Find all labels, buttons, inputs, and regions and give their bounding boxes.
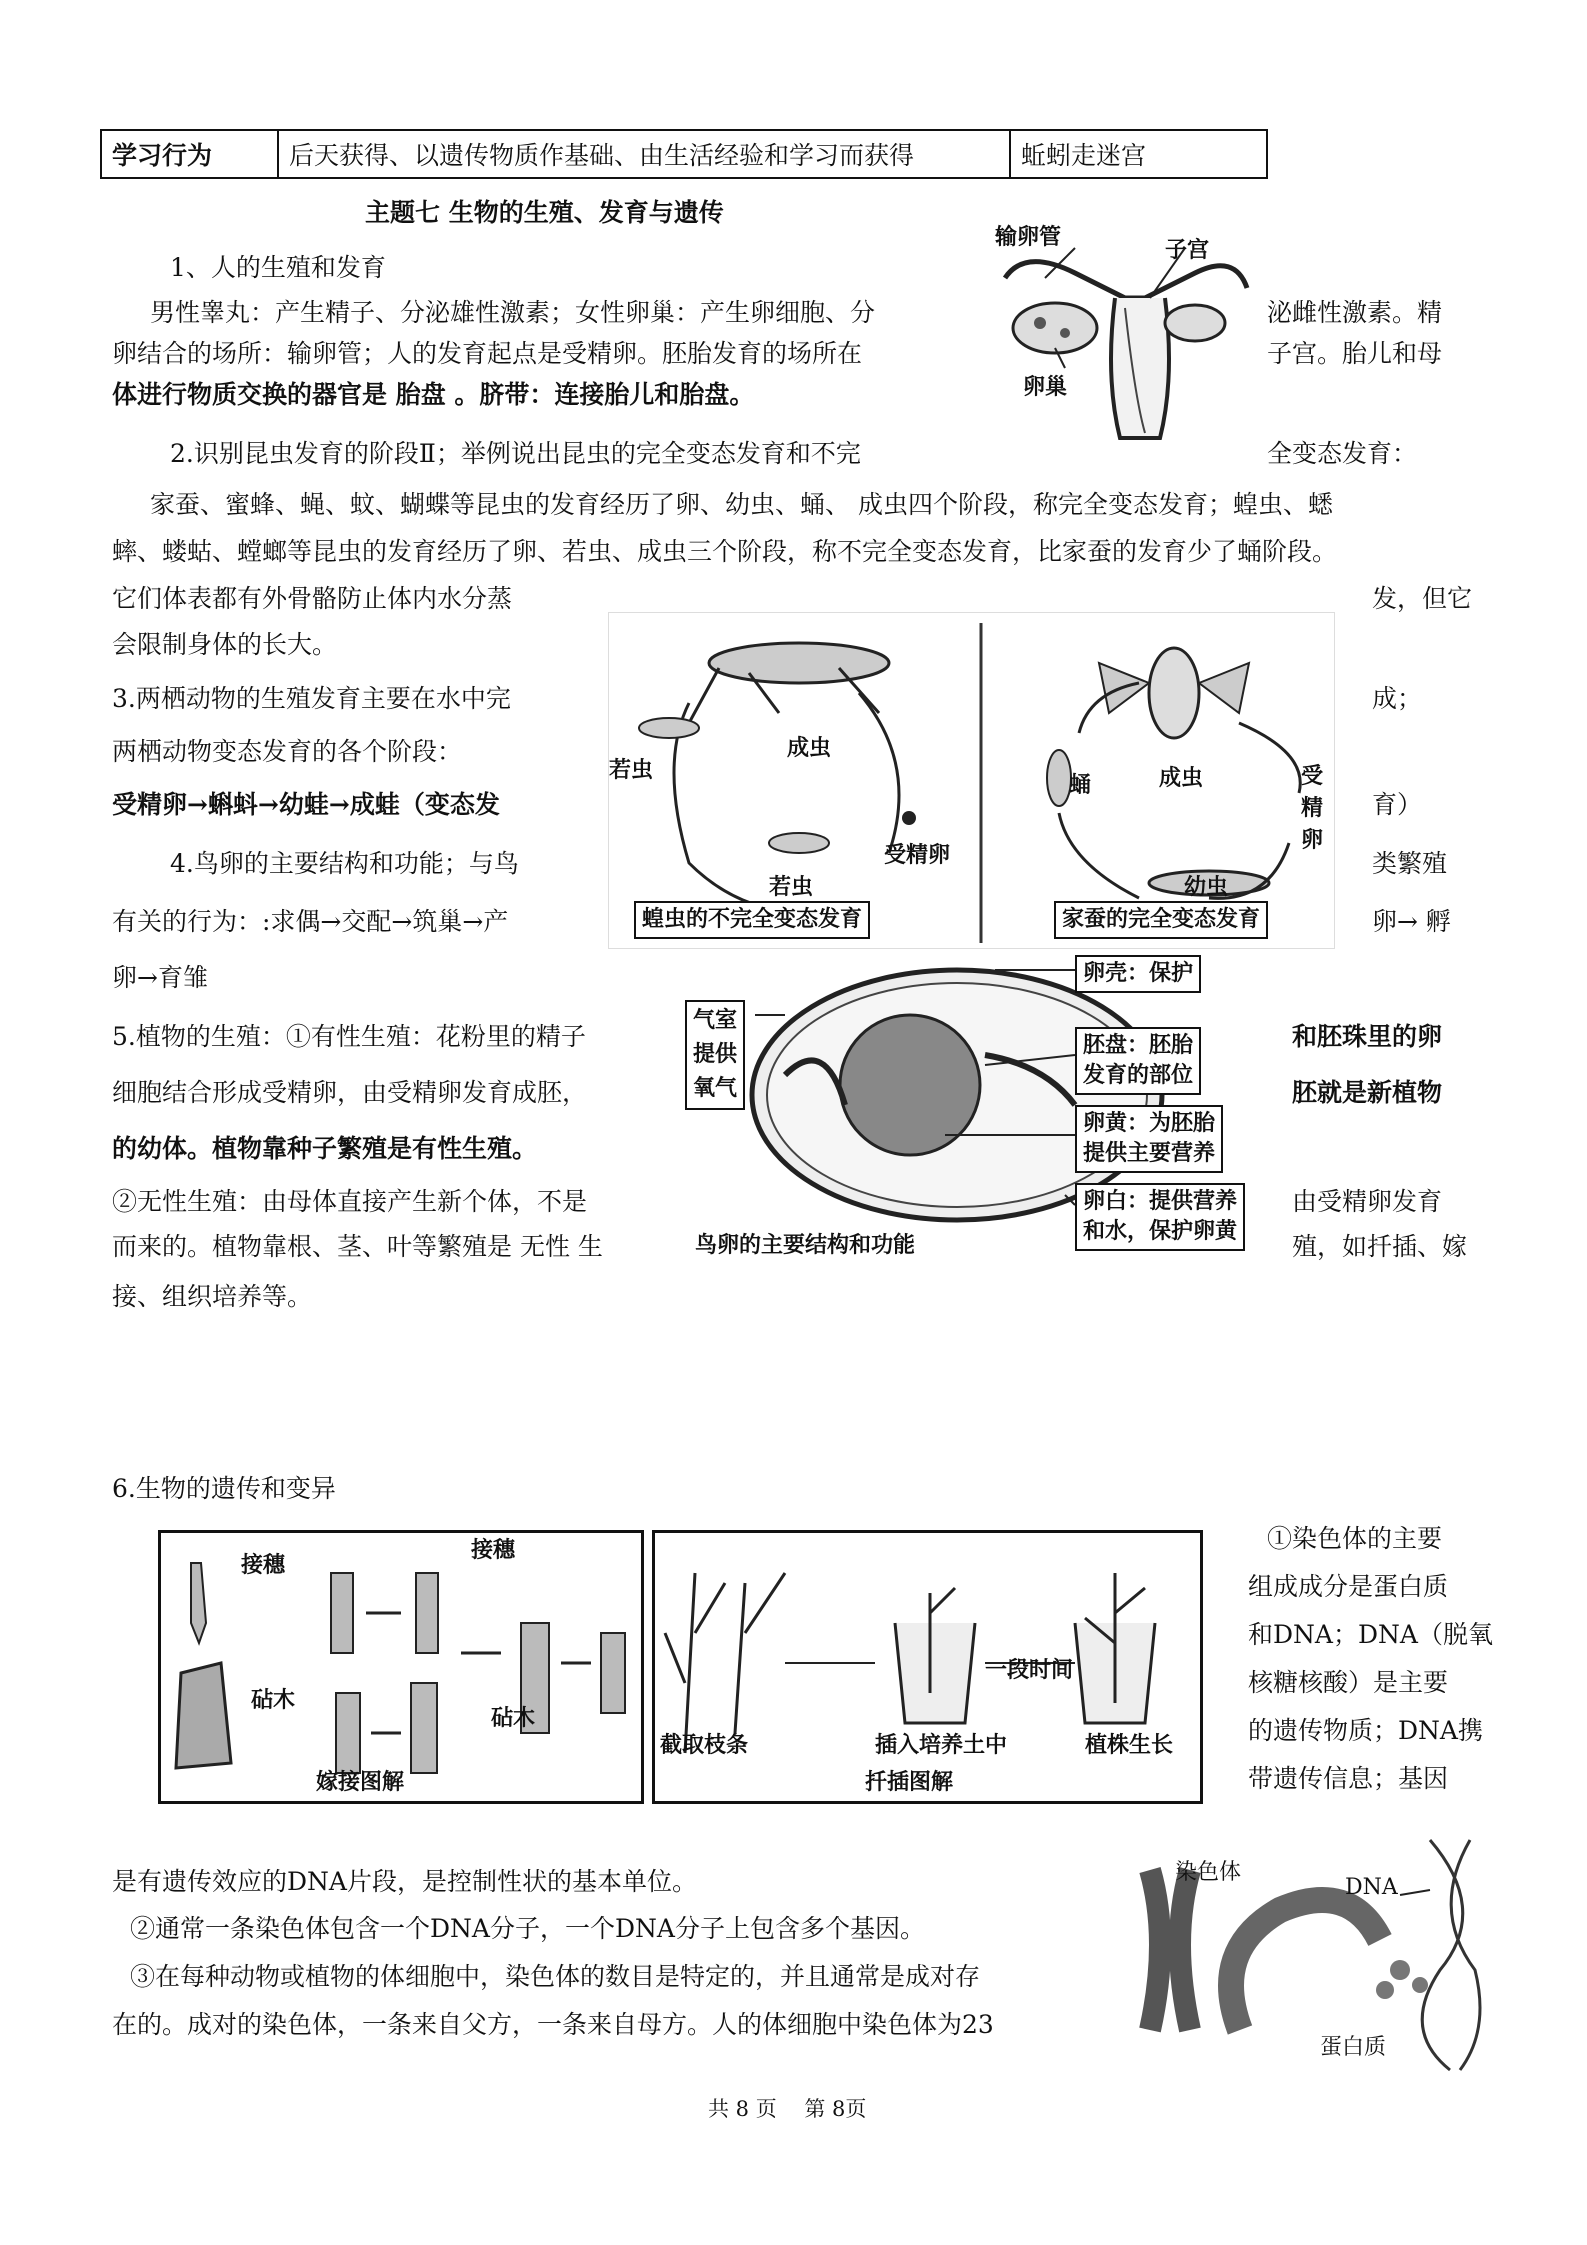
- s5-line1a: 5.植物的生殖：①有性生殖：花粉里的精子: [112, 1022, 586, 1051]
- s4-line2a: 有关的行为：:求偶→交配→筑巢→产: [112, 907, 509, 936]
- s1-line2b: 子宫。胎儿和母: [1267, 339, 1443, 368]
- s3-line1a: 3.两栖动物的生殖发育主要在水中完: [112, 684, 511, 713]
- caption-cutting: 扦插图解: [865, 1770, 954, 1795]
- label-stock-2: 砧木: [491, 1706, 536, 1731]
- s1-line1a: 男性睾丸：产生精子、分泌雄性激素；女性卵巢：产生卵细胞、分: [150, 298, 876, 327]
- s4-line3: 卵→育雏: [112, 963, 208, 992]
- s5-line6: 接、组织培养等。: [112, 1282, 313, 1311]
- s5-line4a: ②无性生殖：由母体直接产生新个体，不是: [112, 1187, 588, 1216]
- s1-line3: 体进行物质交换的器官是 胎盘 。脐带：连接胎儿和胎盘。: [112, 380, 755, 409]
- s1-line2a: 卵结合的场所：输卵管；人的发育起点是受精卵。胚胎发育的场所在: [112, 339, 863, 368]
- label-cut-branch: 截取枝条: [660, 1733, 749, 1758]
- table-cell-example: 蚯蚓走迷宫: [1010, 130, 1267, 178]
- s5-line2a: 细胞结合形成受精卵，由受精卵发育成胚，: [112, 1078, 588, 1107]
- label-scion-2: 接穗: [471, 1538, 516, 1563]
- behavior-table: [100, 129, 1268, 179]
- s3-line1b: 成；: [1372, 684, 1423, 713]
- section-heading: 主题七 生物的生殖、发育与遗传: [365, 198, 724, 227]
- s5-line3: 的幼体。植物靠种子繁殖是有性生殖。: [112, 1134, 538, 1163]
- s2-line2: 蟀、蝼蛄、螳螂等昆虫的发育经历了卵、若虫、成虫三个阶段，称不完全变态发育，比家蚕的发育少了蛹阶段。: [112, 537, 1338, 566]
- page-footer: 共 8 页 第 8页: [708, 2097, 867, 2121]
- s5-line5a: 而来的。植物靠根、茎、叶等繁殖是 无性 生: [112, 1232, 603, 1261]
- table-cell-type: 学习行为: [101, 130, 278, 178]
- label-insert-soil: 插入培养土中: [875, 1733, 1008, 1758]
- label-adult-moth: 成虫: [1159, 766, 1204, 791]
- caption-graft: 嫁接图解: [316, 1770, 405, 1795]
- table-cell-desc: 后天获得、以遗传物质作基础、由生活经验和学习而获得: [278, 130, 1010, 178]
- label-protein: 蛋白质: [1320, 2035, 1387, 2060]
- label-uterus: 子宫: [1165, 238, 1210, 263]
- s2-line4: 会限制身体的长大。: [112, 630, 338, 659]
- s6-right-6: 带遗传信息；基因: [1248, 1764, 1449, 1793]
- label-oviduct: 输卵管: [995, 225, 1062, 250]
- s6-right-2: 组成成分是蛋白质: [1248, 1572, 1449, 1601]
- egg-figure: [685, 955, 1265, 1275]
- s5-line5b: 殖，如扦插、嫁: [1292, 1232, 1468, 1261]
- s2-title-a: 2.识别昆虫发育的阶段Ⅱ；举例说出昆虫的完全变态发育和不完: [170, 439, 861, 468]
- uterus-drawing: [985, 218, 1255, 463]
- s4-line2b: 卵→ 孵: [1372, 907, 1451, 936]
- s3-line2: 两栖动物变态发育的各个阶段：: [112, 737, 463, 766]
- graft-drawing: [161, 1533, 641, 1801]
- dna-figure: [1130, 1830, 1490, 2075]
- label-air-cell-title: 气室: [693, 1008, 738, 1033]
- label-shell: 卵壳：保护: [1075, 955, 1201, 993]
- label-time: 一段时间: [985, 1658, 1074, 1683]
- uterus-figure: [985, 218, 1255, 463]
- s5-line1b: 和胚珠里的卵: [1292, 1022, 1443, 1051]
- label-egg-silkworm: 受 精 卵: [1301, 764, 1324, 853]
- s6-right-4: 核糖核酸）是主要: [1248, 1668, 1449, 1697]
- s4-line1a: 4.鸟卵的主要结构和功能；与鸟: [170, 849, 519, 878]
- s1-line1b: 泌雌性激素。精: [1267, 298, 1443, 327]
- label-egg-locust: 受精卵: [884, 843, 951, 868]
- caption-egg: 鸟卵的主要结构和功能: [695, 1233, 916, 1258]
- cutting-figure: [652, 1530, 1203, 1804]
- label-stock: 砧木: [251, 1688, 296, 1713]
- caption-silkworm: 家蚕的完全变态发育: [1054, 901, 1268, 939]
- label-ovary: 卵巢: [1023, 375, 1068, 400]
- label-adult-locust: 成虫: [787, 736, 832, 761]
- label-chromosome: 染色体: [1175, 1860, 1242, 1885]
- label-white: 卵白：提供营养 和水，保护卵黄: [1075, 1183, 1245, 1251]
- label-dna: DNA: [1345, 1875, 1398, 1900]
- s5-line2b: 胚就是新植物: [1292, 1078, 1443, 1107]
- label-yolk: 卵黄：为胚胎 提供主要营养: [1075, 1105, 1223, 1173]
- s6-right-3: 和DNA；DNA（脱氧: [1248, 1620, 1493, 1649]
- caption-locust: 蝗虫的不完全变态发育: [634, 901, 870, 939]
- s2-line1: 家蚕、蜜蜂、蝇、蚊、蝴蝶等昆虫的发育经历了卵、幼虫、蛹、 成虫四个阶段，称完全变态发育；蝗虫、蟋: [150, 490, 1333, 519]
- cutting-drawing: [655, 1533, 1200, 1801]
- label-nymph-bottom: 若虫: [769, 875, 814, 900]
- s6-line1: 是有遗传效应的DNA片段，是控制性状的基本单位。: [112, 1867, 697, 1896]
- s6-title: 6.生物的遗传和变异: [112, 1474, 336, 1503]
- s5-line4b: 由受精卵发育: [1292, 1187, 1443, 1216]
- label-nymph-top: 若虫: [609, 758, 654, 783]
- s2-line3a: 它们体表都有外骨骼防止体内水分蒸: [112, 584, 513, 613]
- s6-line4: 在的。成对的染色体，一条来自父方，一条来自母方。人的体细胞中染色体为23: [112, 2010, 994, 2039]
- s1-title: 1、人的生殖和发育: [170, 253, 386, 282]
- label-air-cell-fn: 提供 氧气: [693, 1042, 738, 1101]
- label-plant-grow: 植株生长: [1085, 1733, 1174, 1758]
- s4-line1b: 类繁殖: [1372, 849, 1448, 878]
- s2-title-b: 全变态发育：: [1267, 439, 1418, 468]
- s2-line3b: 发，但它: [1372, 584, 1473, 613]
- label-scion: 接穗: [241, 1553, 286, 1578]
- s3-line3a: 受精卵→蝌蚪→幼蛙→成蛙（变态发: [112, 790, 500, 819]
- s6-right-5: 的遗传物质；DNA携: [1248, 1716, 1483, 1745]
- s3-line3b: 育）: [1372, 790, 1423, 819]
- label-disc: 胚盘：胚胎 发育的部位: [1075, 1027, 1201, 1095]
- s6-line2: ②通常一条染色体包含一个DNA分子，一个DNA分子上包含多个基因。: [130, 1914, 925, 1943]
- s6-line3: ③在每种动物或植物的体细胞中，染色体的数目是特定的，并且通常是成对存: [130, 1962, 981, 1991]
- label-larva: 幼虫: [1184, 875, 1229, 900]
- label-air-cell: [685, 1000, 745, 1110]
- label-pupa: 蛹: [1069, 773, 1092, 798]
- graft-figure: [158, 1530, 644, 1804]
- s6-right-1: ①染色体的主要: [1267, 1524, 1443, 1553]
- insect-figure: [608, 612, 1335, 949]
